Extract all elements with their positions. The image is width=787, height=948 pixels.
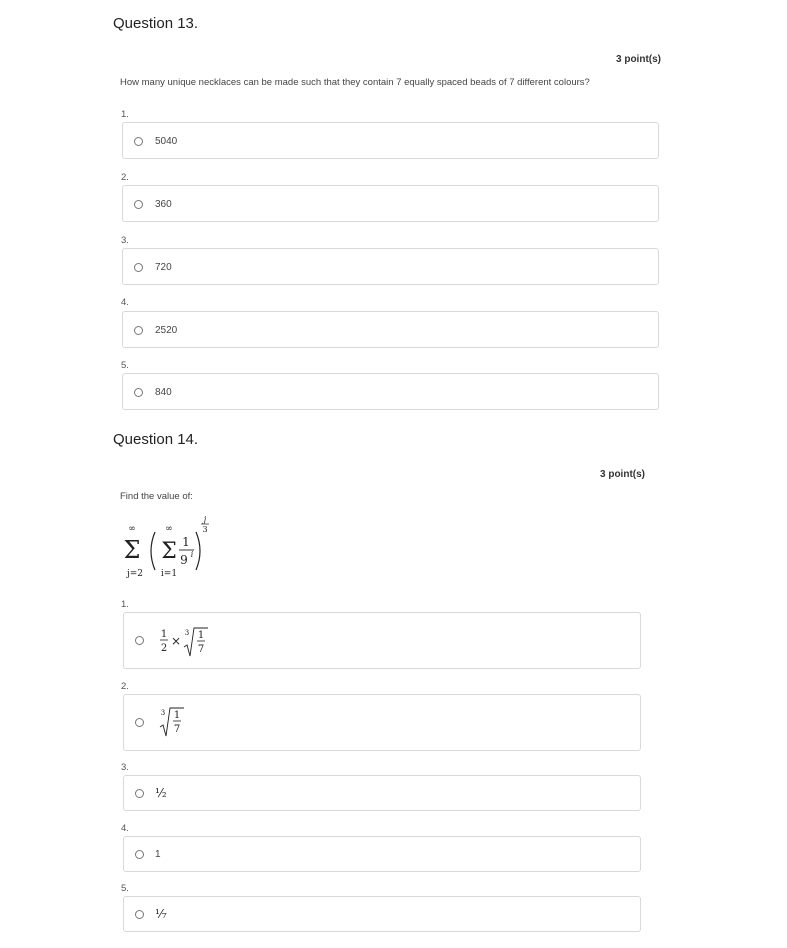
- option-number: 4.: [121, 823, 129, 834]
- inner-sum-lower: i=1: [160, 569, 178, 579]
- radio-button[interactable]: [134, 200, 143, 209]
- root-numerator: 1: [197, 630, 205, 641]
- half-numerator: 1: [160, 629, 168, 640]
- option-card-2[interactable]: [123, 694, 641, 751]
- inner-sum-sign: Σ: [161, 539, 177, 564]
- option-label: 2520: [155, 325, 178, 336]
- question-title: Question 13.: [113, 15, 199, 32]
- points-badge: 3 point(s): [616, 54, 661, 65]
- question-text: Find the value of:: [120, 491, 193, 502]
- option-label: 360: [155, 199, 172, 210]
- radio-button[interactable]: [134, 263, 143, 272]
- radio-button[interactable]: [135, 910, 144, 919]
- option-label: 720: [155, 262, 172, 273]
- option-number: 1.: [121, 599, 129, 610]
- option-label: 840: [155, 387, 172, 398]
- option-card-4[interactable]: [123, 836, 641, 872]
- radio-button[interactable]: [135, 718, 144, 727]
- radio-button[interactable]: [135, 636, 144, 645]
- option-card-5[interactable]: [123, 896, 641, 932]
- option-card-5[interactable]: [122, 373, 659, 410]
- option-number: 4.: [121, 297, 129, 308]
- option-card-4[interactable]: [122, 311, 659, 348]
- option-number: 2.: [121, 681, 129, 692]
- root-index: 3: [184, 629, 190, 637]
- radio-button[interactable]: [134, 326, 143, 335]
- outer-sum-sign: Σ: [123, 536, 141, 564]
- question-title: Question 14.: [113, 431, 199, 448]
- option-formula: [158, 705, 198, 741]
- root-index: 3: [160, 709, 166, 717]
- radio-button[interactable]: [135, 850, 144, 859]
- exponent-denominator: 3: [202, 525, 208, 534]
- option-card-2[interactable]: [122, 185, 659, 222]
- option-number: 5.: [121, 883, 129, 894]
- option-number: 2.: [121, 172, 129, 183]
- option-card-3[interactable]: [122, 248, 659, 285]
- fraction-numerator: 1: [182, 535, 190, 549]
- root-denominator: 7: [197, 644, 205, 655]
- option-number: 3.: [121, 762, 129, 773]
- root-denominator: 7: [173, 724, 181, 735]
- option-card-1[interactable]: [123, 612, 641, 669]
- inner-sum-upper: ∞: [165, 524, 173, 534]
- denominator-exponent: i: [190, 550, 194, 559]
- right-paren: [196, 532, 200, 570]
- option-formula: [158, 625, 218, 659]
- option-label: ½: [155, 786, 167, 800]
- points-badge: 3 point(s): [600, 469, 645, 480]
- radio-button[interactable]: [135, 789, 144, 798]
- option-label: ⅐: [155, 907, 167, 921]
- fraction-denominator: 9: [180, 553, 188, 567]
- half-denominator: 2: [160, 643, 168, 654]
- question-text: How many unique necklaces can be made such that they contain 7 equally spaced beads of 7 different colours?: [120, 77, 590, 88]
- outer-sum-upper: ∞: [128, 524, 136, 534]
- option-number: 1.: [121, 109, 129, 120]
- formula: [118, 512, 218, 584]
- radio-button[interactable]: [134, 388, 143, 397]
- option-card-3[interactable]: [123, 775, 641, 811]
- radio-button[interactable]: [134, 137, 143, 146]
- option-label: 1: [155, 849, 161, 860]
- root-numerator: 1: [173, 710, 181, 721]
- option-card-1[interactable]: [122, 122, 659, 159]
- option-label: 5040: [155, 136, 178, 147]
- left-paren: [151, 532, 155, 570]
- exponent-numerator: j: [203, 515, 207, 524]
- times-sign: ×: [170, 634, 182, 648]
- option-number: 5.: [121, 360, 129, 371]
- outer-sum-lower: j=2: [126, 569, 144, 579]
- option-number: 3.: [121, 235, 129, 246]
